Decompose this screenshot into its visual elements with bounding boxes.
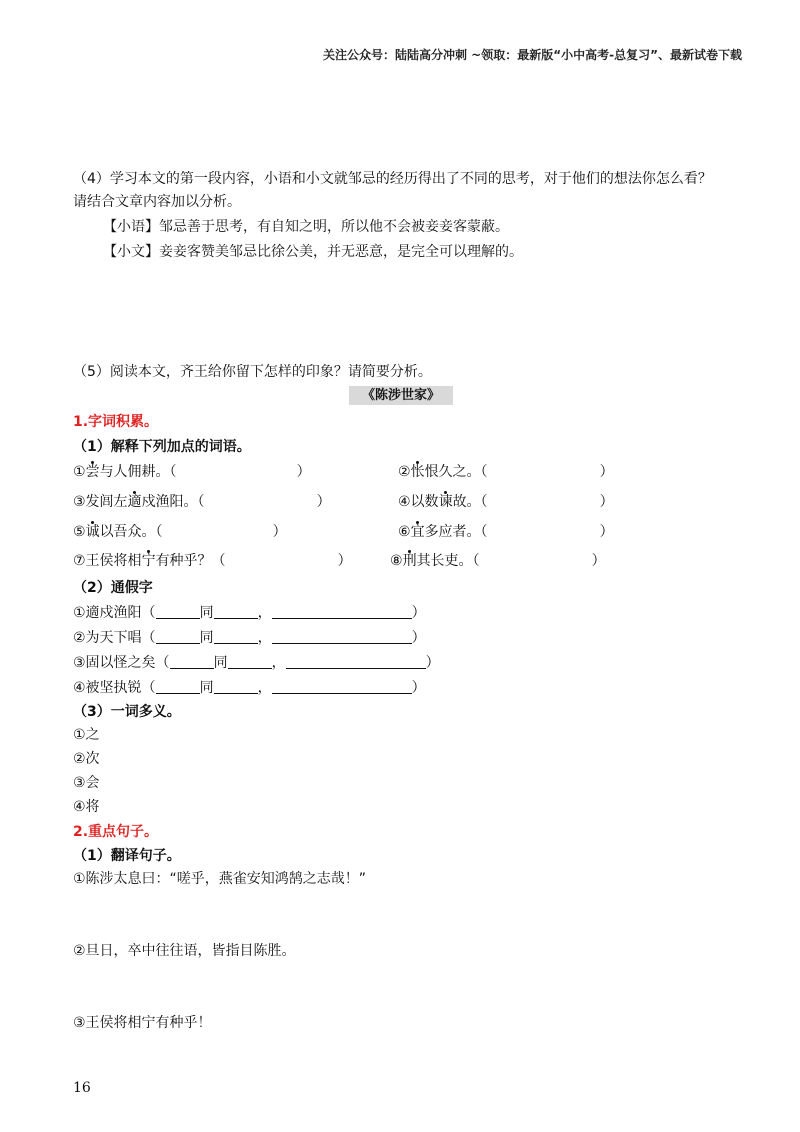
vocab-item-5: ⑤诚以吾众。（ ） xyxy=(73,524,287,540)
dotted-char: 怅 xyxy=(410,464,425,480)
part1-sub3: （3）一词多义。 xyxy=(73,704,181,720)
answer-blank[interactable] xyxy=(156,604,200,619)
sentence-2: ②旦日，卒中往往语，皆指目陈胜。 xyxy=(73,943,296,959)
question-5: （5）阅读本文，齐王给你留下怎样的印象？请简要分析。 xyxy=(73,364,432,380)
tongjia-item-2: ②为天下唱（ 同 ， ） xyxy=(73,630,426,646)
duoyi-item-3: ③会 xyxy=(73,775,100,791)
answer-blank[interactable] xyxy=(272,604,412,619)
vocab-item-1: ①尝与人佣耕。（ ） xyxy=(73,464,311,480)
dotted-char: 適 xyxy=(127,494,142,510)
dotted-char: 宁 xyxy=(141,553,156,569)
tongjia-item-3: ③固以怪之矣（ 同 ， ） xyxy=(73,655,440,671)
tongjia-item-1: ①適戍渔阳（ 同 ， ） xyxy=(73,605,426,621)
page-header: 关注公众号：陆陆高分冲刺 ~领取：最新版“小中高考-总复习”、最新试卷下载 xyxy=(323,48,742,62)
xiaowen-opinion: 【小文】妾妾客赞美邹忌比徐公美，并无恶意，是完全可以理解的。 xyxy=(103,244,523,260)
answer-blank[interactable] xyxy=(214,679,258,694)
answer-blank[interactable] xyxy=(272,629,412,644)
answer-blank[interactable] xyxy=(286,654,426,669)
duoyi-item-4: ④将 xyxy=(73,799,100,815)
dotted-char: 谏 xyxy=(438,494,453,510)
dotted-char: 刑 xyxy=(402,553,417,569)
answer-blank[interactable] xyxy=(170,654,214,669)
tongjia-item-4: ④被坚执锐（ 同 ， ） xyxy=(73,680,426,696)
answer-blank[interactable] xyxy=(214,604,258,619)
sentence-1: ①陈涉太息曰：“嗟乎，燕雀安知鸿鹄之志哉！” xyxy=(73,871,367,887)
part1-heading: 1.字词积累。 xyxy=(73,414,159,430)
part2-sub1: （1）翻译句子。 xyxy=(73,848,181,864)
vocab-item-2: ②怅恨久之。（ ） xyxy=(398,464,614,480)
xiaoyu-opinion: 【小语】邹忌善于思考，有自知之明，所以他不会被妾妾客蒙蔽。 xyxy=(103,219,509,235)
answer-blank[interactable] xyxy=(214,629,258,644)
dotted-char: 诚 xyxy=(85,524,100,540)
section-title: 《陈涉世家》 xyxy=(349,386,453,405)
dotted-char: 尝 xyxy=(85,464,100,480)
question-4-line1: （4）学习本文的第一段内容，小语和小文就邹忌的经历得出了不同的思考，对于他们的想法你怎么看？ xyxy=(73,171,712,187)
question-4-line2: 请结合文章内容加以分析。 xyxy=(73,194,241,210)
vocab-item-8: ⑧刑其长吏。（ ） xyxy=(390,553,606,569)
vocab-item-3: ③发闾左適戍渔阳。（ ） xyxy=(73,494,331,510)
sentence-3: ③王侯将相宁有种乎！ xyxy=(73,1015,212,1031)
part1-sub1: （1）解释下列加点的词语。 xyxy=(73,439,251,455)
answer-blank[interactable] xyxy=(156,629,200,644)
page-number: 16 xyxy=(73,1080,91,1096)
vocab-item-6: ⑥宜多应者。（ ） xyxy=(398,524,614,540)
duoyi-item-1: ①之 xyxy=(73,727,100,743)
duoyi-item-2: ②次 xyxy=(73,751,100,767)
vocab-item-7: ⑦王侯将相宁有种乎？（ ） xyxy=(73,553,352,569)
answer-blank[interactable] xyxy=(228,654,272,669)
vocab-item-4: ④以数谏故。（ ） xyxy=(398,494,614,510)
answer-blank[interactable] xyxy=(156,679,200,694)
dotted-char: 宜 xyxy=(410,524,425,540)
answer-blank[interactable] xyxy=(272,679,412,694)
part1-sub2: （2）通假字 xyxy=(73,580,153,596)
part2-heading: 2.重点句子。 xyxy=(73,824,159,840)
